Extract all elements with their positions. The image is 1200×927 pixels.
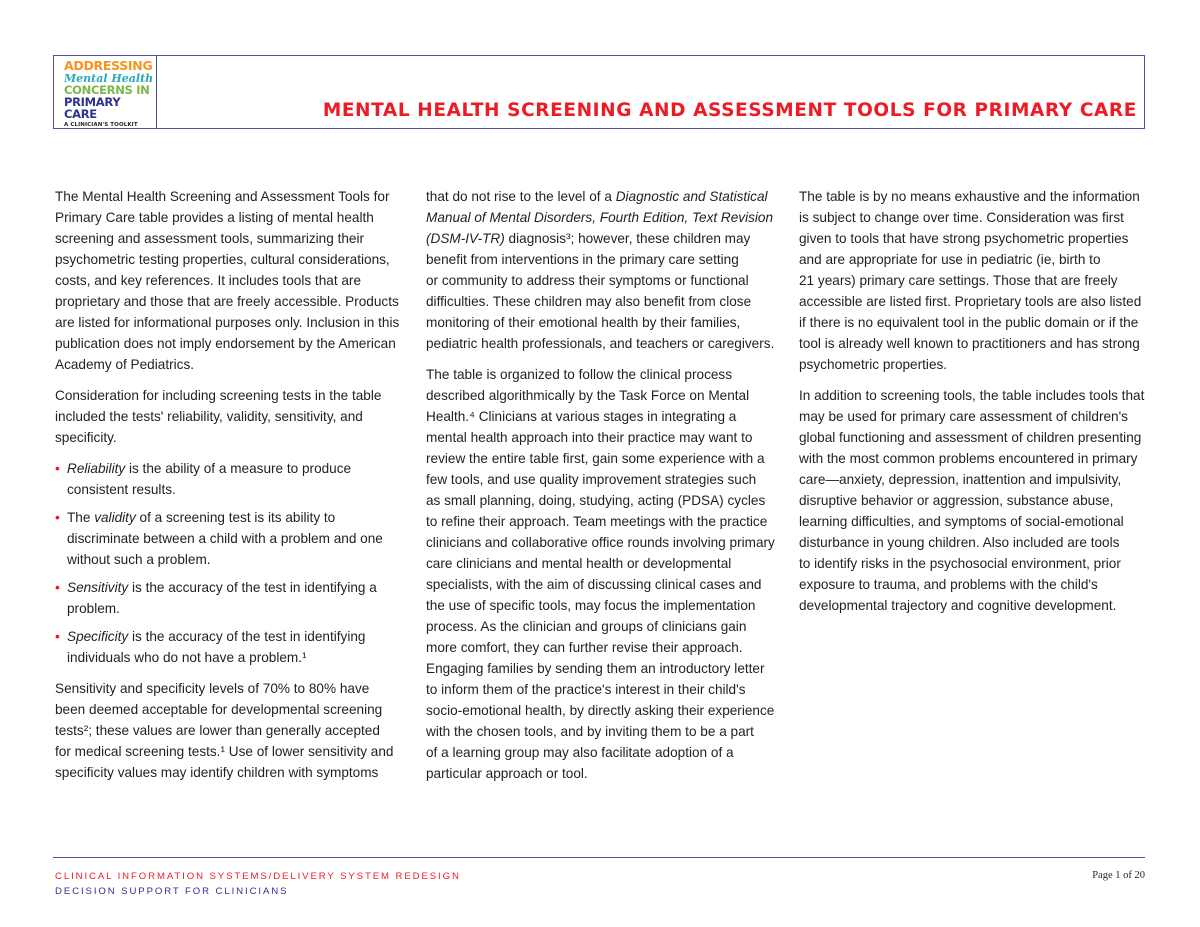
page-title: MENTAL HEALTH SCREENING AND ASSESSMENT TOOLS FOR PRIMARY CARE — [322, 100, 1137, 121]
logo-line-addressing: ADDRESSING — [64, 58, 153, 73]
dsm-paragraph: that do not rise to the level of a Diagnostic and Statistical Manual of Mental Disorders, Fourth Edition, Text Revision (DSM-IV-TR) diagnosis³; however, these children may benefit from interventions in the primary care setting or community to address their symptoms or functional difficulties. These children may also benefit from close monitoring of their emotional health by their families, pediatric health professionals, and teachers or caregivers. — [426, 189, 775, 351]
term-validity: validity — [94, 510, 136, 525]
text-column-3 — [799, 186, 1151, 626]
footer-subcategory: DECISION SUPPORT FOR CLINICIANS — [55, 886, 289, 897]
consideration-paragraph: Consideration for including screening tests in the table included the tests' reliability, validity, sensitivity, and specificity. — [55, 388, 382, 445]
header-box — [53, 55, 1145, 129]
logo-line-primary-care: PRIMARY CARE — [64, 95, 121, 121]
additional-tools-paragraph: In addition to screening tools, the table includes tools that may be used for primary care assessment of children's global functioning and assessment of children presenting with the most common problems encountered in primary care—anxiety, depression, inattention and impulsivity, disruptive behavior or aggression, substance abuse, learning difficulties, and symptoms of social-emotional disturbance in young children. Also included are tools to identify risks in the psychosocial environment, prior exposure to trauma, and problems with the child's developmental trajectory and cognitive development. — [799, 388, 1145, 613]
list-item: • The validity of a screening test is its ability to discriminate between a child with a problem and one without such a problem. — [55, 509, 383, 567]
list-item: • Specificity is the accuracy of the test in identifying individuals who do not have a problem.¹ — [55, 628, 366, 665]
footer-category: CLINICAL INFORMATION SYSTEMS/DELIVERY SYSTEM REDESIGN — [55, 871, 461, 882]
bullet-icon: • — [55, 460, 60, 476]
list-item: • Sensitivity is the accuracy of the test in identifying a problem. — [55, 579, 377, 616]
list-item: • Reliability is the ability of a measure to produce consistent results. — [55, 460, 352, 497]
organization-paragraph: The table is organized to follow the clinical process described algorithmically by the Task Force on Mental Health.⁴ Clinicians at various stages in integrating a mental health approach into their practice may want to review the entire table first, gain some experience with a few tools, and use quality improvement strategies such as small planning, doing, studying, acting (PDSA) cycles to refine their approach. Team meetings with the practice clinicians and collaborative office rounds involving primary care clinicians and mental health or developmental specialists, with the aim of discussing clinical cases and the use of specific tools, may focus the implementation process. As the clinician and groups of clinicians gain more comfort, they can further revise their approach. Engaging families by sending them an introductory letter to inform them of the practice's interest in their child's socio-emotional health, by directly asking their experience with the chosen tools, and by inviting them to be a part of a learning group may also facilitate adoption of a particular approach or tool. — [426, 367, 775, 781]
term-specificity: Specificity — [67, 629, 129, 644]
page-number: Page 1 of 20 — [1092, 870, 1145, 881]
bullet-icon: • — [55, 579, 60, 595]
intro-paragraph: The Mental Health Screening and Assessment Tools for Primary Care table provides a listing of mental health screening and assessment tools, summarizing their psychometric testing properties, cultural considerations, costs, and key references. It includes tools that are proprietary and those that are freely accessible. Products are listed for informational purposes only. Inclusion in this publication does not imply endorsement by the American Academy of Pediatrics. — [55, 189, 400, 372]
footer-divider — [53, 857, 1145, 858]
bullet-icon: • — [55, 509, 60, 525]
logo-line-mental-health: Mental Health — [64, 71, 154, 85]
logo-line-concerns-in: CONCERNS IN — [64, 82, 150, 97]
dsm-title: Diagnostic and Statistical Manual of Mental Disorders, Fourth Edition, Text Revision (DSM-IV-TR) — [426, 189, 774, 246]
toolkit-logo — [54, 56, 157, 128]
definitions-list — [55, 458, 407, 668]
term-reliability: Reliability — [67, 461, 126, 476]
term-sensitivity: Sensitivity — [67, 580, 129, 595]
text-column-1 — [55, 186, 407, 793]
logo-line-toolkit: A CLINICIAN'S TOOLKIT — [64, 122, 138, 128]
sensitivity-levels-paragraph: Sensitivity and specificity levels of 70% to 80% have been deemed acceptable for developmental screening tests²; these values are lower than generally accepted for medical screening tests.¹ Use of lower sensitivity and specificity values may identify children with symptoms — [55, 681, 394, 780]
exhaustive-paragraph: The table is by no means exhaustive and the information is subject to change over time. Consideration was first given to tools that have strong psychometric properties and are appropriate for use in pediatric (ie, birth to 21 years) primary care settings. Those that are freely accessible are listed first. Proprietary tools are also listed if there is no equivalent tool in the public domain or if the tool is already well known to practitioners and has strong psychometric properties. — [799, 189, 1142, 372]
bullet-icon: • — [55, 628, 60, 644]
text-column-2 — [426, 186, 778, 794]
